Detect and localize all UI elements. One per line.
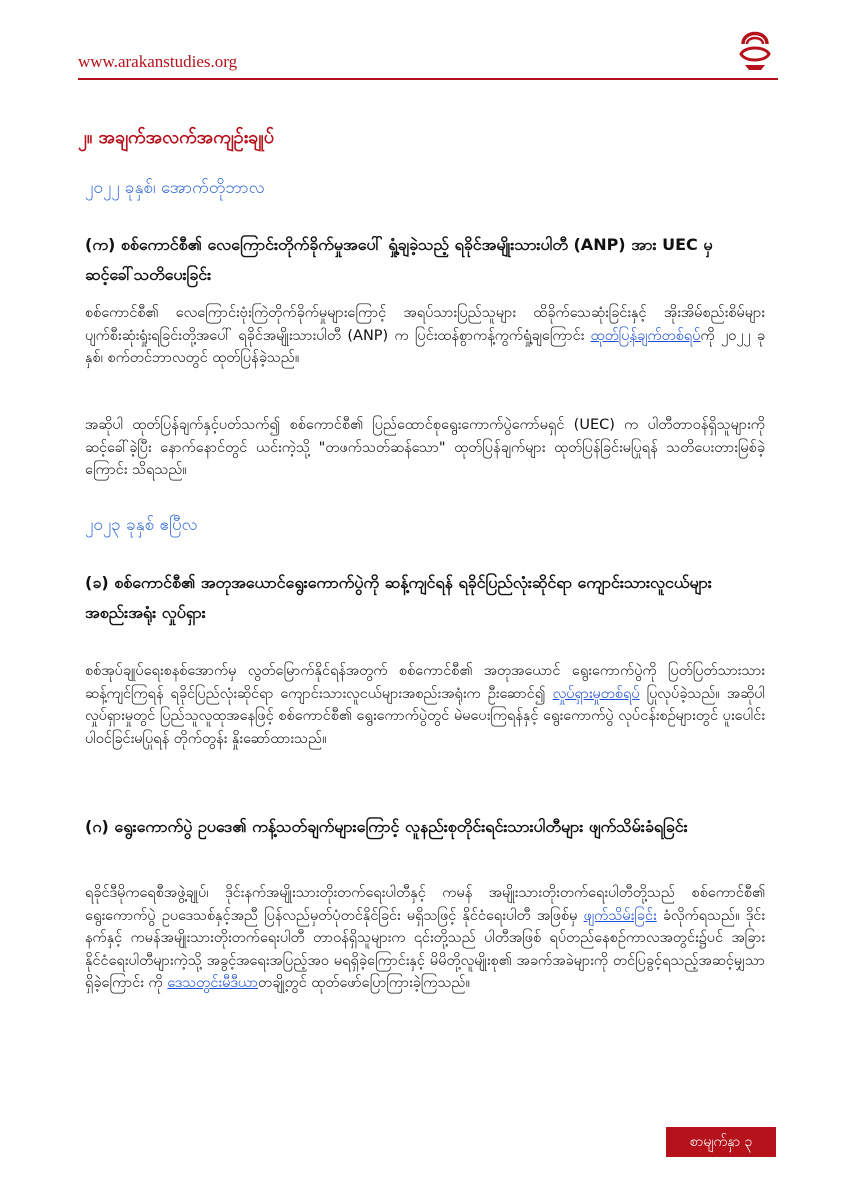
local-media-link[interactable]: ဒေသတွင်းမီဒီယာ — [167, 975, 258, 991]
entry-paragraph — [85, 660, 765, 750]
header-divider — [78, 78, 778, 80]
paragraph-text: တချို့တွင် ထုတ်ဖော်ပြောကြားခဲ့ကြသည်။ — [257, 975, 470, 991]
paragraph-text: အဆိုပါ ထုတ်ပြန်ချက်နှင့်ပတ်သက်၍ စစ်ကောင်စီ၏ ပြည်ထောင်စုရွေးကောက်ပွဲကော်မရှင် (UEC) က ပါတီတာဝန်ရှိသူများကို ဆင့်ခေါ်ခဲ့ပြီး နောက်နောင်တွင် ယင်းကဲ့သို့ "တဖက်သတ်ဆန်သော" ထုတ်ပြန်ချက်များ ထုတ်ပြန်ခြင်းမပြုရန် သတိပေးတားမြစ်ခဲ့ကြောင်း သိရသည်။ — [85, 417, 765, 478]
arakan-studies-logo-icon — [735, 24, 775, 74]
paragraph-text: ပြုလုပ်ခဲ့သည်။ အဆိုပါလှုပ်ရှားမှုတွင် ပြည်သူလူထုအနေဖြင့် စစ်ကောင်စီ၏ ရွေးကောက်ပွဲတွင် မဲမပေးကြရန်နှင့် ရွေးကောက်ပွဲ လုပ်ငန်းစဉ်များတွင် ပူးပေါင်းပါဝင်ခြင်းမပြုရန် တိုက်တွန်း နှိုးဆော်ထားသည်။ — [85, 685, 765, 747]
paragraph-text: စစ်အုပ်ချုပ်ရေးစနစ်အောက်မှ လွတ်မြောက်နိုင်ရန်အတွက် စစ်ကောင်စီ၏ အတုအယောင် ရွေးကောက်ပွဲကို ပြတ်ပြတ်သားသား ဆန့်ကျင်ကြရန် ရခိုင်ပြည်လုံးဆိုင်ရာ ကျောင်းသားလူငယ်များအစည်းအရုံးက ဦးဆောင်၍ — [85, 663, 765, 702]
movement-link[interactable]: လှုပ်ရှားမှုတစ်ရပ် — [552, 685, 640, 702]
entry-title: (က) စစ်ကောင်စီ၏ လေကြောင်းတိုက်ခိုက်မှုအပေါ် ရှုံ့ချခဲ့သည့် ရခိုင်အမျိုးသားပါတီ (ANP) အား UEC မှ ဆင့်ခေါ်သတိပေးခြင်း — [85, 235, 713, 284]
paragraph-text: ရခိုင်ဒီမိုကရေစီအဖွဲ့ချုပ်၊ ဒိုင်းနက်အမျိုးသားတိုးတက်ရေးပါတီနှင့် ကမန် အမျိုးသားတိုးတက်ရေးပါတီတို့သည် စစ်ကောင်စီ၏ ရွေးကောက်ပွဲ ဥပဒေသစ်နှင့်အညီ ပြန်လည်မှတ်ပုံတင်နိုင်ခြင်း မရှိသဖြင့် နိုင်ငံရေးပါတီ အဖြစ်မှ — [85, 885, 765, 924]
dissolution-link[interactable]: ဖျက်သိမ်းခြင်း — [583, 907, 657, 924]
paragraph-text: ခံလိုက်ရသည်။ ဒိုင်းနက်နှင့် ကမန်အမျိုးသားတိုးတက်ရေးပါတီ တာဝန်ရှိသူများက ၎င်းတို့သည် ပါတီအဖြစ် ရပ်တည်နေစဉ်ကာလအတွင်း၌ပင် အခြားနိုင်ငံရေးပါတီများကဲ့သို့ အခွင့်အရေးအပြည့်အဝ မရရှိခဲ့ကြောင်းနှင့် မိမိတို့လူမျိုးစု၏ အခက်အခဲများကို တင်ပြခွင့်ရသည့်အဆင့်မျှသာ ရှိခဲ့ကြောင်း ကို — [85, 907, 766, 991]
section-heading: ၂။ အချက်အလက်အကျဉ်းချုပ် — [78, 127, 275, 148]
entry-paragraph — [85, 414, 765, 482]
entry-date: ၂၀၂၂ ခုနှစ်၊ အောက်တိုဘာလ — [85, 178, 265, 198]
entry-title: (ခ) စစ်ကောင်စီ၏ အတုအယောင်ရွေးကောက်ပွဲကို ဆန့်ကျင်ရန် ရခိုင်ပြည်လုံးဆိုင်ရာ ကျောင်းသားလူငယ်များအစည်းအရုံး လှုပ်ရှား — [85, 573, 712, 622]
paragraph-text: ကို ၂၀၂၂ ခုနှစ်၊ စက်တင်ဘာလတွင် ထုတ်ပြန်ခဲ့သည်။ — [85, 327, 765, 366]
entry-title: (ဂ) ရွေးကောက်ပွဲ ဥပဒေ၏ ကန့်သတ်ချက်များကြောင့် လူနည်းစုတိုင်းရင်းသားပါတီများ ဖျက်သိမ်းခံရခြင်း — [85, 817, 688, 836]
statement-link[interactable]: ထုတ်ပြန်ချက်တစ်ရပ် — [590, 327, 701, 344]
entry-date: ၂၀၂၃ ခုနှစ် ဧပြီလ — [85, 515, 198, 535]
entry-paragraph — [85, 302, 765, 370]
page-number-badge: စာမျက်နှာ ၃ — [666, 1127, 776, 1157]
entry-paragraph — [85, 882, 765, 995]
site-url[interactable]: www.arakanstudies.org — [78, 52, 238, 71]
paragraph-text: စစ်ကောင်စီ၏ လေကြောင်းဗုံးကြဲတိုက်ခိုက်မှုများကြောင့် အရပ်သားပြည်သူများ ထိခိုက်သေဆုံးခြင်းနှင့် အိုးအိမ်စည်းစိမ်များ ပျက်စီးဆုံးရှုံးရခြင်းတို့အပေါ် ရခိုင်အမျိုးသားပါတီ (ANP) က ပြင်းထန်စွာကန့်ကွက်ရှုံ့ချကြောင်း — [85, 305, 765, 344]
